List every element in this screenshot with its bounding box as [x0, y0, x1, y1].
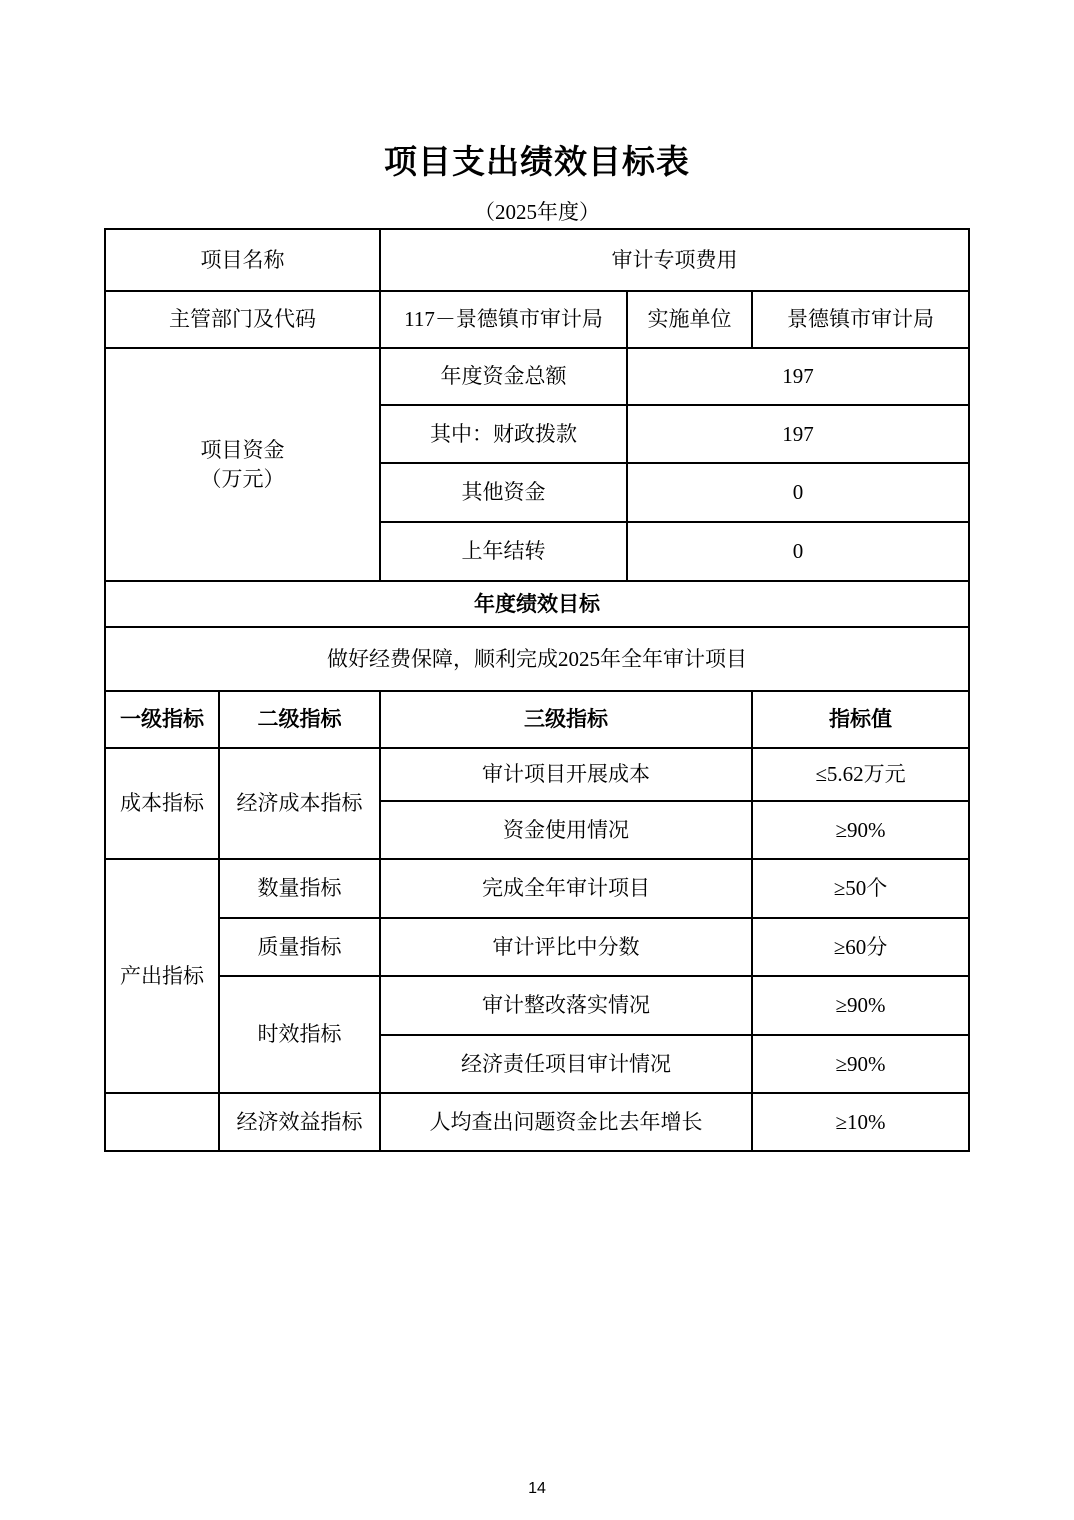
- indicator-value-cell: ≥90%: [752, 801, 969, 859]
- table-row: [105, 976, 969, 1035]
- funds-label-line2: （万元）: [200, 466, 285, 491]
- fund-row-value: 197: [627, 348, 969, 405]
- impl-unit-label: 实施单位: [627, 291, 752, 348]
- indicator-level2-cell: 数量指标: [219, 859, 380, 918]
- fund-row-value: 197: [627, 405, 969, 463]
- table-row: [105, 1093, 969, 1151]
- indicator-level1-cell: 产出指标: [105, 859, 219, 1093]
- indicator-level2-cell: 质量指标: [219, 918, 380, 976]
- indicator-level3-cell: 人均查出问题资金比去年增长: [380, 1093, 752, 1151]
- dept-label: 主管部门及代码: [105, 291, 380, 348]
- indicator-value-cell: ≥60分: [752, 918, 969, 976]
- page-title: 项目支出绩效目标表: [384, 145, 690, 181]
- indicator-header-level2: 二级指标: [219, 691, 380, 748]
- indicator-header-value: 指标值: [752, 691, 969, 748]
- table-row: [105, 229, 969, 291]
- table-row: [105, 918, 969, 976]
- table-row: [105, 291, 969, 348]
- project-name-value: 审计专项费用: [380, 229, 969, 291]
- indicator-level2-cell: 经济效益指标: [219, 1093, 380, 1151]
- funds-label-cell: [105, 348, 380, 581]
- annual-goal-header: 年度绩效目标: [105, 581, 969, 627]
- indicator-value-cell: ≥50个: [752, 859, 969, 918]
- indicator-level3-cell: 完成全年审计项目: [380, 859, 752, 918]
- annual-goal-text: 做好经费保障，顺利完成2025年全年审计项目: [105, 627, 969, 691]
- indicator-value-cell: ≥90%: [752, 976, 969, 1035]
- indicator-level3-cell: 审计项目开展成本: [380, 748, 752, 801]
- indicator-header-level1: 一级指标: [105, 691, 219, 748]
- table-row: [105, 859, 969, 918]
- fund-row-label: 上年结转: [380, 522, 627, 581]
- performance-target-table: [104, 228, 970, 1152]
- dept-value: 117－景德镇市审计局: [380, 291, 627, 348]
- indicator-level3-cell: 经济责任项目审计情况: [380, 1035, 752, 1093]
- fund-row-value: 0: [627, 463, 969, 522]
- indicator-level3-cell: 资金使用情况: [380, 801, 752, 859]
- indicator-header-level3: 三级指标: [380, 691, 752, 748]
- project-name-label: 项目名称: [105, 229, 380, 291]
- fund-row-label: 年度资金总额: [380, 348, 627, 405]
- table-row: [105, 748, 969, 801]
- indicator-value-cell: ≥10%: [752, 1093, 969, 1151]
- page-number: 14: [528, 1480, 546, 1497]
- indicator-level3-cell: 审计评比中分数: [380, 918, 752, 976]
- fund-row-label: 其中：财政拨款: [380, 405, 627, 463]
- indicator-level3-cell: 审计整改落实情况: [380, 976, 752, 1035]
- indicator-level2-cell: 经济成本指标: [219, 748, 380, 859]
- table-row: [105, 691, 969, 748]
- table-row: [105, 348, 969, 405]
- fund-row-label: 其他资金: [380, 463, 627, 522]
- indicator-value-cell: ≤5.62万元: [752, 748, 969, 801]
- indicator-level1-cell: 成本指标: [105, 748, 219, 859]
- indicator-level1-cell: [105, 1093, 219, 1151]
- table-row: [105, 627, 969, 691]
- indicator-level2-cell: 时效指标: [219, 976, 380, 1093]
- impl-unit-value: 景德镇市审计局: [752, 291, 969, 348]
- indicator-value-cell: ≥90%: [752, 1035, 969, 1093]
- funds-label-line1: 项目资金: [200, 438, 285, 463]
- page-subtitle: （2025年度）: [474, 200, 600, 224]
- fund-row-value: 0: [627, 522, 969, 581]
- table-row: [105, 581, 969, 627]
